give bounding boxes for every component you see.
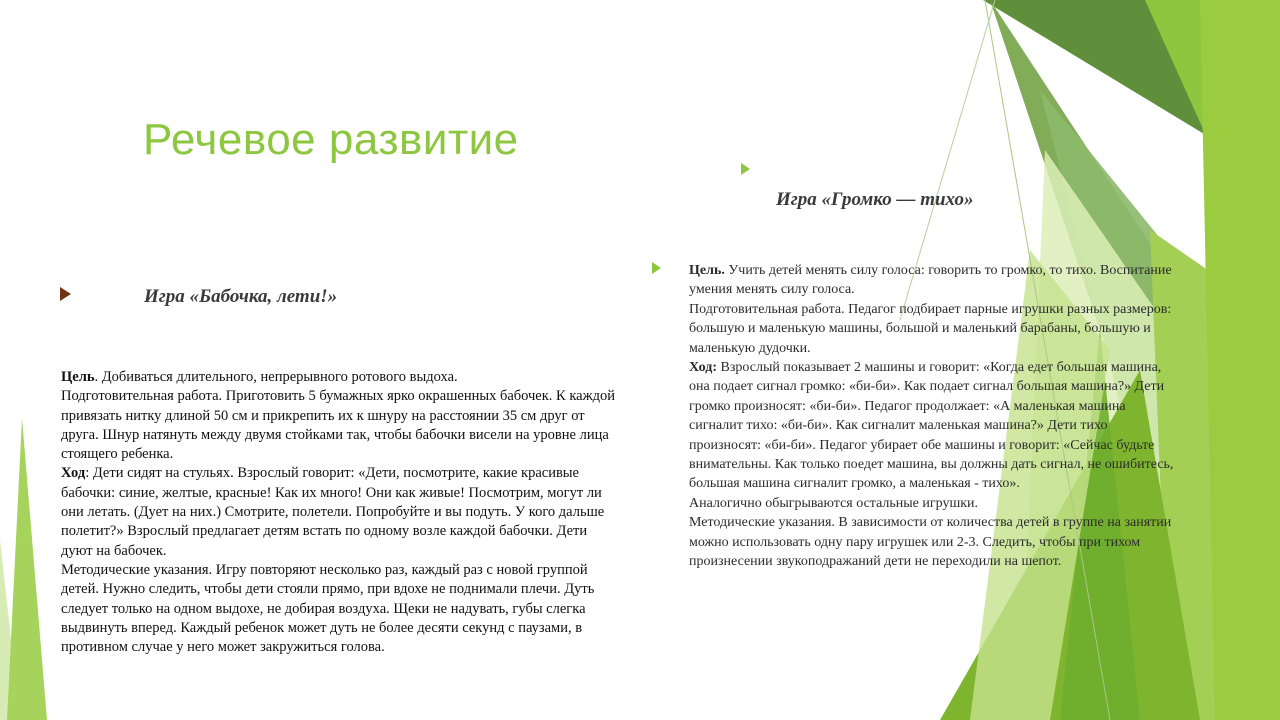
left-game-body [61, 368, 621, 657]
right-game-body [689, 261, 1179, 572]
left-course [61, 464, 621, 560]
right-course-text: Взрослый показывает 2 машины и говорит: «Когда едет большая машина, она подает сигнал громко: «би-би». Как подает сигнал большая машина?» Дети громко произносят: «би-би». Педагог продолжает: «А маленькая машина сигналит тихо: «би-би». Как сигналит маленькая машина?» Дети тихо произносят: «би-би». Педагог убирает обе машины и говорит: «Сейчас будьте внимательны. Как только поедет машина, вы должны дать сигнал, не ошибитесь, большая машина сигналит громко, а маленькая - тихо». [689, 360, 1174, 492]
left-goal-text: . Добиваться длительного, непрерывного ротового выдоха. [94, 369, 458, 385]
right-goal [689, 261, 1179, 300]
right-similar: Аналогично обыгрываются остальные игрушки. [689, 495, 979, 511]
right-prep: Подготовительная работа. Педагог подбирает парные игрушки разных размеров: большую и маленькую машины, большой и маленький барабаны, большую и маленькую дудочки. [689, 301, 1172, 356]
left-goal-label: Цель [61, 369, 95, 385]
left-game-title: Игра «Бабочка, лети!» [144, 286, 338, 307]
right-game-title: Игра «Громко — тихо» [776, 189, 974, 210]
left-goal [61, 368, 621, 387]
right-course-label: Ход: [689, 360, 718, 376]
left-course-label: Ход [61, 465, 86, 482]
bullet-arrow-icon [60, 287, 71, 301]
left-prep: Подготовительная работа. Приготовить 5 бумажных ярко окрашенных бабочек. К каждой привязать нитку длиной 50 см и прикрепить их к шнуру на расстоянии 35 см друг от друга. Шнур натянуть между двумя стойками так, чтобы бабочки висели на уровне лица стоящего ребенка. [61, 388, 616, 463]
left-facet-2 [7, 418, 47, 720]
right-method: Методические указания. В зависимости от количества детей в группе на занятии можно использовать одну пару игрушек или 2-3. Следить, чтобы при тихом произнесении звукоподражаний дети не переходили на шепот. [689, 515, 1172, 570]
right-course [689, 358, 1179, 494]
left-method: Методические указания. Игру повторяют несколько раз, каждый раз с новой группой детей. Нужно следить, чтобы дети стояли прямо, при вдохе не поднимали плечи. Дуть следует только на одном выдохе, не добирая воздуха. Щеки не надувать, губы слегка выдвинуть вперед. Каждый ребенок может дуть не более десяти секунд с паузами, в противном случае у него может закружиться голова. [61, 561, 595, 656]
bullet-arrow-icon [741, 163, 750, 175]
right-goal-label: Цель. [689, 263, 725, 278]
right-goal-text: Учить детей менять силу голоса: говорить то громко, то тихо. Воспитание умения менять силу голоса. [689, 263, 1172, 298]
slide-title: Речевое развитие [143, 115, 519, 164]
bullet-arrow-icon [652, 262, 661, 274]
left-course-text: : Дети сидят на стульях. Взрослый говорит: «Дети, посмотрите, какие красивые бабочки: синие, желтые, красные! Как их много! Они как живые! Посмотрим, могут ли они летать. (Дует на них.) Смотрите, полетели. Попробуйте и вы подуть. У кого дальше полетит?» Взрослый предлагает детям встать по одному возле каждой бабочки. Дети дуют на бабочек. [61, 465, 605, 559]
